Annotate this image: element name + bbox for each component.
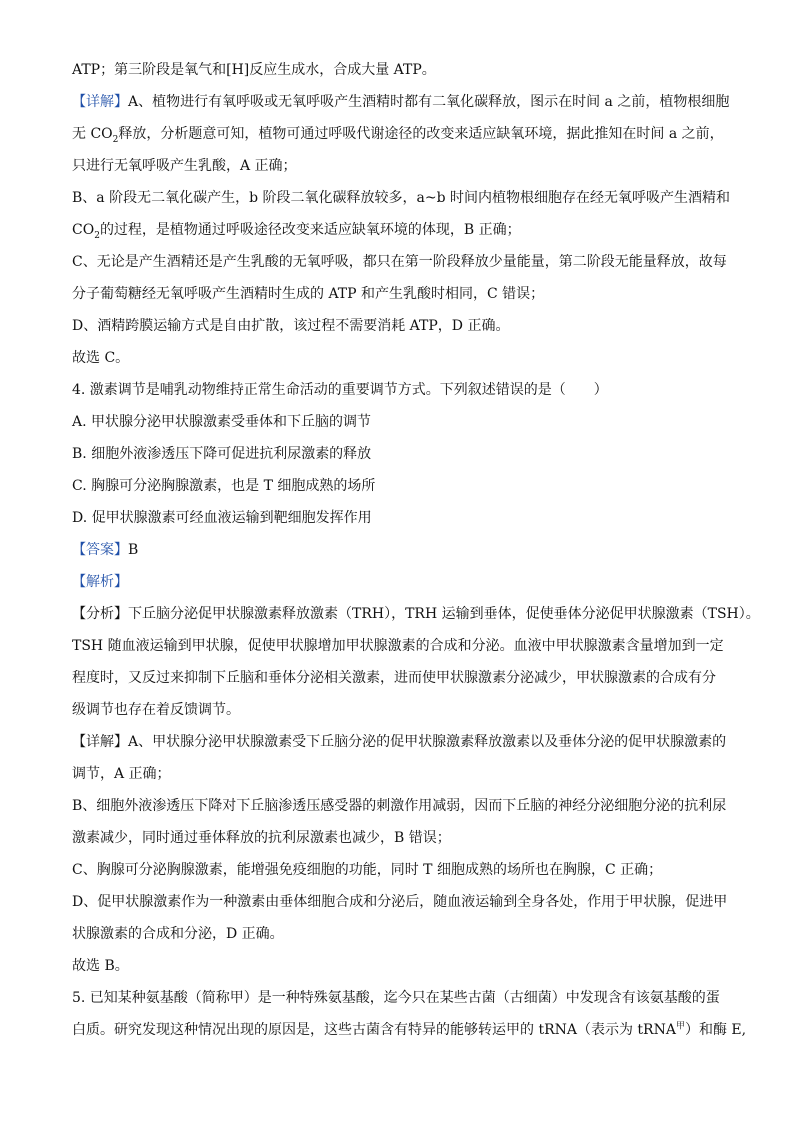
detail-paragraph: 【详解】A、甲状腺分泌甲状腺激素受下丘脑分泌的促甲状腺激素释放激素以及垂体分泌的促甲状腺激素的 <box>72 734 727 750</box>
question-5-stem: 5. 已知某种氨基酸（简称甲）是一种特殊氨基酸，迄今只在某些古菌（古细菌）中发现含有该氨基酸的蛋 <box>72 990 720 1006</box>
text-line: D、酒精跨膜运输方式是自由扩散，该过程不需要消耗 ATP，D 正确。 <box>72 318 510 334</box>
text-line: 激素减少，同时通过垂体释放的抗利尿激素也减少，B 错误； <box>72 830 451 846</box>
selection-line: 故选 C。 <box>72 350 130 366</box>
text-line: ATP；第三阶段是氧气和[H]反应生成水，合成大量 ATP。 <box>72 62 436 78</box>
question-4-option-b: B. 细胞外液渗透压下降可促进抗利尿激素的释放 <box>72 446 372 462</box>
text-line: 白质。研究发现这种情况出现的原因是，这些古菌含有特异的能够转运甲的 tRNA（表示为 tRNA$^甲$）和酶 E, <box>72 1021 747 1038</box>
text-line: 调节，A 正确； <box>72 766 171 782</box>
analysis-paragraph: 【分析】下丘脑分泌促甲状腺激素释放激素（TRH），TRH 运输到垂体，促使垂体分泌促甲状腺激素（TSH）。 <box>72 606 760 622</box>
text-line: 只进行无氧呼吸产生乳酸，A 正确； <box>72 158 297 174</box>
analysis-heading: 【解析】 <box>72 574 128 590</box>
document-page <box>72 60 760 1052</box>
text-line: 程度时，又反过来抑制下丘脑和垂体分泌相关激素，进而使甲状腺激素分泌减少，甲状腺激素的合成有分 <box>72 670 716 686</box>
text-line: B、a 阶段无二氧化碳产生，b 阶段二氧化碳释放较多，a~b 时间内植物根细胞存在经无氧呼吸产生酒精和 <box>72 190 730 206</box>
answer-line <box>72 540 722 560</box>
detail-tag: 【详解】 <box>72 94 128 110</box>
question-4-option-a: A. 甲状腺分泌甲状腺激素受垂体和下丘脑的调节 <box>72 414 372 430</box>
text-line: C、胸腺可分泌胸腺激素，能增强免疫细胞的功能，同时 T 细胞成熟的场所也在胸腺，C 正确； <box>72 862 663 878</box>
text-line: B、细胞外液渗透压下降对下丘脑渗透压感受器的刺激作用减弱，因而下丘脑的神经分泌细胞分泌的抗利尿 <box>72 798 727 814</box>
answer-value: B <box>128 542 139 558</box>
text-line: TSH 随血液运输到甲状腺，促使甲状腺增加甲状腺激素的合成和分泌。血液中甲状腺激素含量增加到一定 <box>72 638 724 654</box>
selection-line: 故选 B。 <box>72 958 129 974</box>
question-4-option-c: C. 胸腺可分泌胸腺激素，也是 T 细胞成熟的场所 <box>72 478 376 494</box>
answer-tag: 【答案】 <box>72 542 128 558</box>
text-line: 级调节也存在着反馈调节。 <box>72 702 240 718</box>
question-4-stem: 4. 激素调节是哺乳动物维持正常生命活动的重要调节方式。下列叙述错误的是（ ） <box>72 382 608 398</box>
text-line: D、促甲状腺激素作为一种激素由垂体细胞合成和分泌后，随血液运输到全身各处，作用于甲状腺，促进甲 <box>72 894 728 910</box>
text-line: 无 $CO_2$释放，分析题意可知，植物可通过呼吸代谢途径的改变来适应缺氧环境，据此推知在时间 a 之前， <box>72 126 724 145</box>
text-line: $CO_2$的过程，是植物通过呼吸途径改变来适应缺氧环境的体现，B 正确； <box>72 222 521 241</box>
text-line: C、无论是产生酒精还是产生乳酸的无氧呼吸，都只在第一阶段释放少量能量，第二阶段无能量释放，故每 <box>72 254 727 270</box>
question-4-option-d: D. 促甲状腺激素可经血液运输到靶细胞发挥作用 <box>72 510 372 526</box>
text-line: 分子葡萄糖经无氧呼吸产生酒精时生成的 ATP 和产生乳酸时相同，C 错误； <box>72 286 545 302</box>
text-line: 状腺激素的合成和分泌，D 正确。 <box>72 926 284 942</box>
detail-paragraph: 【详解】A、植物进行有氧呼吸或无氧呼吸产生酒精时都有二氧化碳释放，图示在时间 a 之前，植物根细胞 <box>72 94 730 110</box>
